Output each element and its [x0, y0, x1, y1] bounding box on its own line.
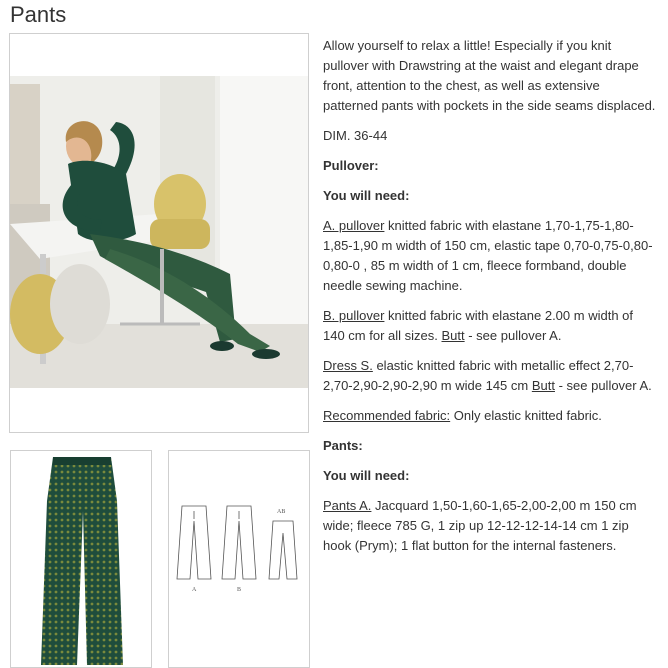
technical-drawing — [169, 451, 309, 667]
technical-drawing-thumbnail[interactable] — [168, 450, 310, 668]
main-product-image[interactable] — [9, 33, 309, 433]
model-photo — [10, 34, 308, 432]
butt-link[interactable]: Butt — [531, 378, 555, 393]
you-will-need-heading: You will need: — [323, 468, 410, 483]
pants-heading: Pants: — [323, 438, 363, 453]
drawing-label-a: A — [192, 587, 197, 593]
you-will-need-heading: You will need: — [323, 188, 410, 203]
intro-text: Allow yourself to relax a little! Especially if you knit pullover with Drawstring at the waist and elegant drape front, attention to the chest, as well as extensive patterned pants with pockets in the side seams displaced. — [323, 38, 656, 113]
pants-photo — [11, 451, 151, 667]
recommended-text: Only elastic knitted fabric. — [450, 408, 602, 423]
product-description — [323, 36, 658, 566]
pants-a-text: Jacquard 1,50-1,60-1,65-2,00-2,00 m 150 cm wide; fleece 785 G, 1 zip up 12-12-12-14-14 cm 1 zip hook (Prym); 1 flat button for the internal fasteners. — [323, 498, 637, 553]
b-pullover-text: knitted fabric with elastane 2.00 m width of 140 cm for all sizes. — [323, 308, 633, 343]
dress-link[interactable]: Dress S. — [323, 358, 373, 373]
butt-link[interactable]: Butt — [441, 328, 465, 343]
dress-paragraph — [323, 356, 658, 396]
dress-tail: - see pullover A. — [554, 378, 652, 393]
a-pullover-text: knitted fabric with elastane 1,70-1,75-1,80-1,85-1,90 m width of 150 cm, elastic tape 0,70-0,75-0,80-0,80-0 , 85 m width of 1 cm, fleece formband, double needle sewing machine. — [323, 218, 653, 293]
pants-a-paragraph — [323, 496, 658, 556]
pullover-heading: Pullover: — [323, 158, 379, 173]
drawing-label-b: B — [237, 587, 242, 593]
recommended-paragraph — [323, 406, 658, 426]
a-pullover-link[interactable]: A. pullover — [323, 218, 385, 233]
b-pullover-paragraph — [323, 306, 658, 346]
pants-thumbnail[interactable] — [10, 450, 152, 668]
page-title: Pants — [10, 2, 67, 27]
dress-text: elastic knitted fabric with metallic effect 2,70-2,70-2,90-2,90-2,90 m wide 145 cm — [323, 358, 634, 393]
recommended-fabric-link[interactable]: Recommended fabric: — [323, 408, 451, 423]
dimensions-text: DIM. 36-44 — [323, 128, 388, 143]
drawing-label-ab: AB — [277, 509, 286, 515]
b-pullover-link[interactable]: B. pullover — [323, 308, 385, 323]
a-pullover-paragraph — [323, 216, 658, 296]
pants-a-link[interactable]: Pants A. — [323, 498, 372, 513]
b-pullover-tail: - see pullover A. — [464, 328, 562, 343]
